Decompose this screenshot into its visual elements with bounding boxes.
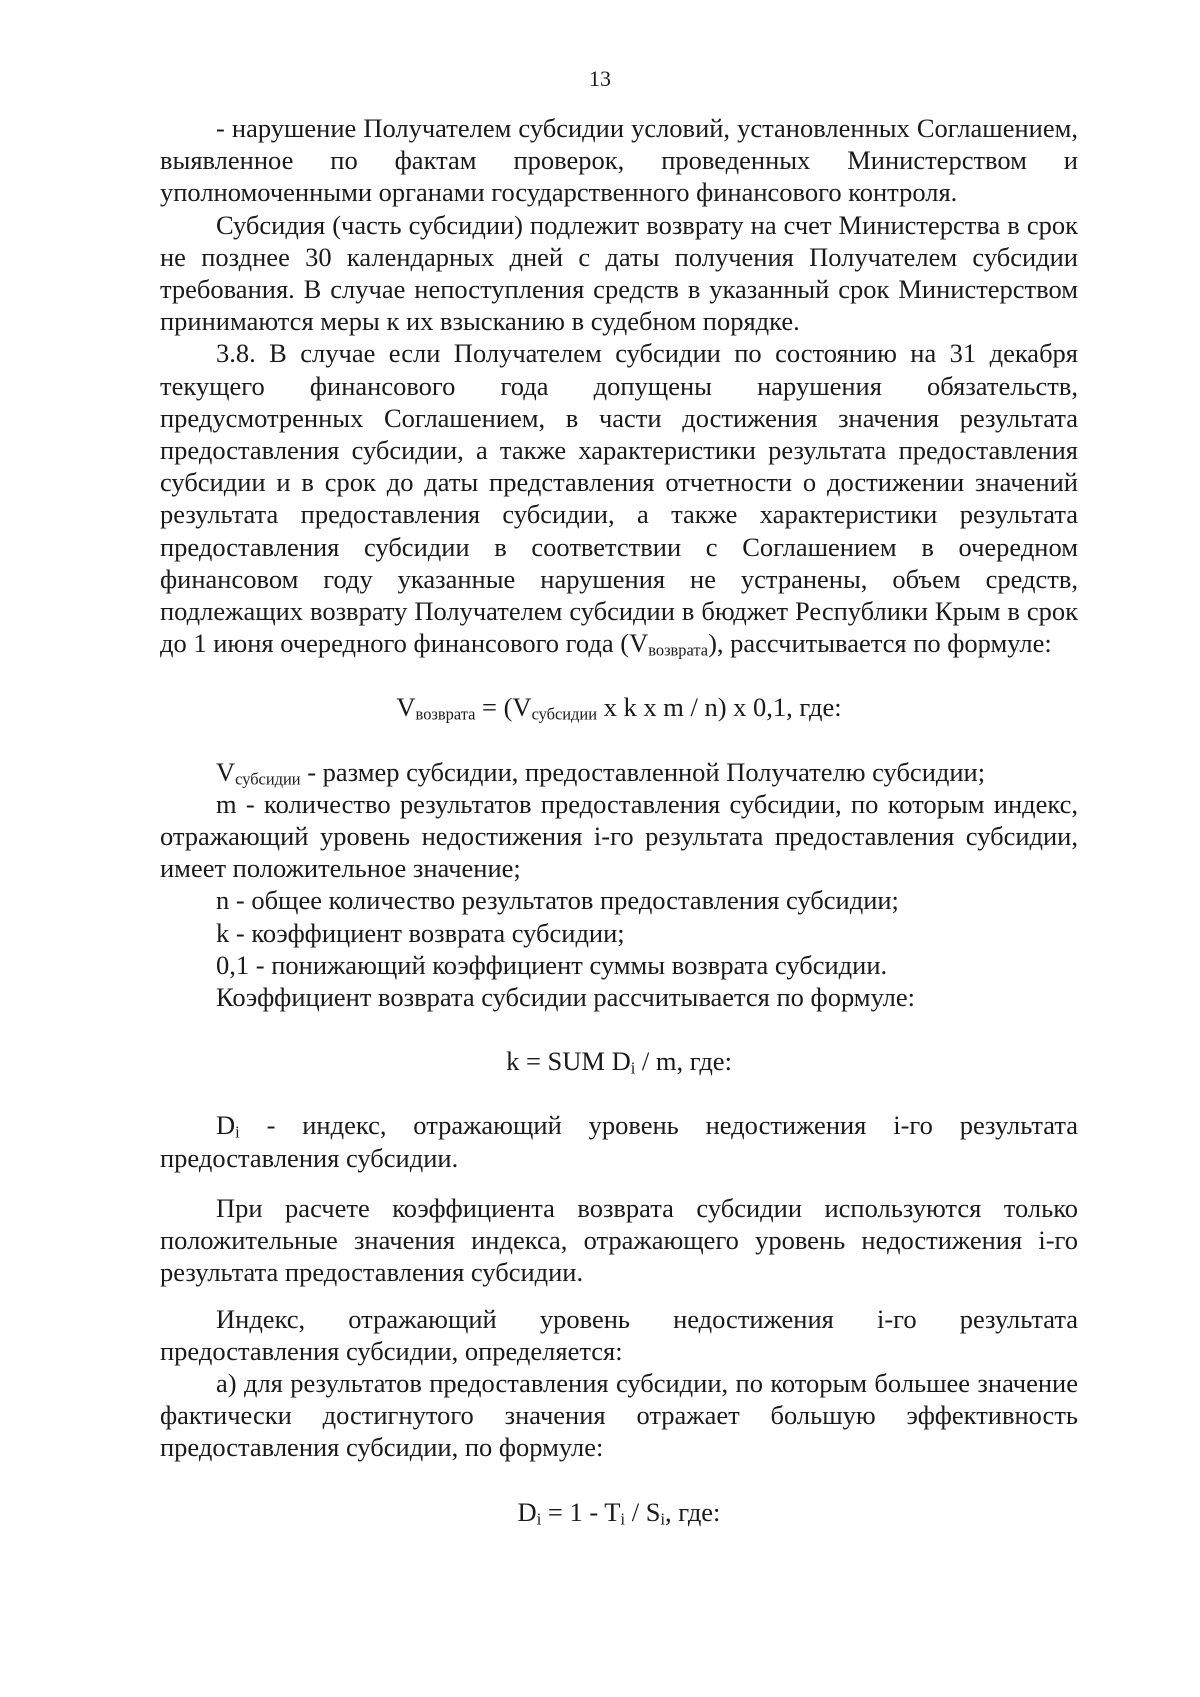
formula-k xyxy=(160,1045,1078,1077)
formula-v-vozvrata xyxy=(160,691,1078,723)
formula-2-sub: i xyxy=(630,1058,636,1078)
definition-k: k - коэффициент возврата субсидии; xyxy=(216,917,625,948)
paragraph-violation: - нарушение Получателем субсидии условий, установленных Соглашением, выявленное по фактам проверок, проведенных Министерством и уполномоченными органами государственного финансового контроля. xyxy=(160,113,1078,208)
paragraph-3-8-text: 3.8. В случае если Получателем субсидии по состоянию на 31 декабря текущего финансового года допущены нарушения обязательств, предусмотренных Соглашением, в части достижения значения результата предоставления субсидии, а также характеристики результата предоставления субсидии и в срок до даты представления отчетности о достижении значений результата предоставления субсидии, а также характеристики результата предоставления субсидии в соответствии с Соглашением в очередном финансовом году указанные нарушения не устранены, объем средств, подлежащих возврату Получателем субсидии в бюджет Республики Крым в срок до 1 июня очередного финансового года (V xyxy=(160,338,1078,659)
formula-1-end: x k x m / n) x 0,1, где: xyxy=(597,692,842,723)
formula-1-sub-vozvrata: возврата xyxy=(415,704,476,724)
formula-3-c: / S xyxy=(625,1496,661,1527)
paragraph-3-8-end: ), рассчитывается по формуле: xyxy=(708,628,1052,659)
formula-2-end: / m, где: xyxy=(635,1046,732,1077)
definition-di xyxy=(160,1109,1078,1173)
definition-v-text: - размер субсидии, предоставленной Получателю субсидии; xyxy=(300,756,986,787)
formula-1-v: V xyxy=(396,692,416,723)
definition-v-subscript: субсидии xyxy=(235,768,301,788)
formula-1-sub-subsidii: субсидии xyxy=(531,704,597,724)
definition-v-letter: V xyxy=(216,756,236,787)
formula-1-mid: = (V xyxy=(475,692,532,723)
paragraph-coefficient-intro: Коэффициент возврата субсидии рассчитывается по формуле: xyxy=(216,982,916,1013)
formula-3-end: , где: xyxy=(665,1496,721,1527)
paragraph-item-a: а) для результатов предоставления субсидии, по которым большее значение фактически достигнутого значения отражает большую эффективность предоставления субсидии, по формуле: xyxy=(160,1367,1078,1463)
formula-2-a: k = SUM D xyxy=(506,1046,631,1077)
definition-0-1: 0,1 - понижающий коэффициент суммы возврата субсидии. xyxy=(216,949,888,980)
page-number: 13 xyxy=(589,66,611,91)
formula-3-sub-2: i xyxy=(620,1508,626,1528)
page-body xyxy=(160,112,1078,1528)
paragraph-refund-deadline: Субсидия (часть субсидии) подлежит возврату на счет Министерства в срок не позднее 30 календарных дней с даты получения Получателем субсидии требования. В случае непоступления средств в указанный срок Министерством принимаются меры к их взысканию в судебном порядке. xyxy=(160,209,1078,337)
definition-di-letter: D xyxy=(216,1110,236,1141)
formula-3-sub-1: i xyxy=(536,1508,542,1528)
paragraph-3-8-subscript: возврата xyxy=(648,640,709,660)
paragraph-3-8 xyxy=(160,337,1078,659)
formula-3-b: = 1 - T xyxy=(541,1496,621,1527)
definition-n: n - общее количество результатов предоставления субсидии; xyxy=(216,885,899,916)
paragraph-index-defined: Индекс, отражающий уровень недостижения i-го результата предоставления субсидии, определяется: xyxy=(160,1303,1078,1366)
formula-3-sub-3: i xyxy=(660,1508,666,1528)
definition-m: m - количество результатов предоставления субсидии, по которым индекс, отражающий уровень недостижения i-го результата предоставления субсидии, имеет положительное значение; xyxy=(160,788,1078,884)
paragraph-positive-values: При расчете коэффициента возврата субсидии используются только положительные значения индекса, отражающего уровень недостижения i-го результата предоставления субсидии. xyxy=(160,1192,1078,1288)
definition-di-text: - индекс, отражающий уровень недостижения i-го результата предоставления субсидии. xyxy=(160,1110,1078,1173)
definition-v-subsidii xyxy=(160,756,1078,788)
definition-di-subscript: i xyxy=(235,1122,240,1142)
formula-di xyxy=(160,1496,1078,1528)
formula-3-d: D xyxy=(517,1496,537,1527)
